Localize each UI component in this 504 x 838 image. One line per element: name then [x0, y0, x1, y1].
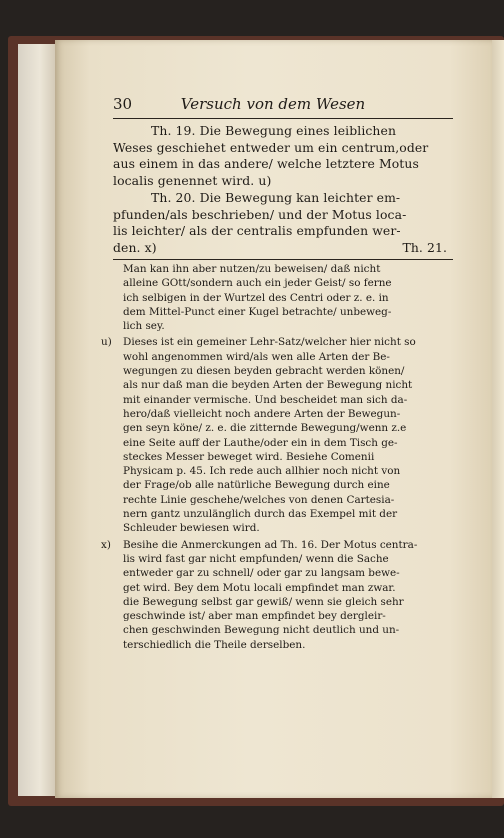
- text-line: Weses geschiehet entweder um ein centrum,oder: [113, 139, 429, 155]
- page-number: 30: [113, 95, 133, 113]
- text-line: gen seyn köne/ z. e. die zitternde Bewegung/wenn z.e: [123, 422, 407, 435]
- text-line: hero/daß vielleicht noch andere Arten der Bewegun-: [123, 407, 401, 420]
- text-line: steckes Messer beweget wird. Besiehe Comenii: [123, 450, 375, 463]
- footnote-rule: [113, 259, 453, 260]
- footnote-x: [101, 538, 453, 652]
- text-line: die Bewegung selbst gar gewiß/ wenn sie gleich sehr: [123, 595, 404, 608]
- text-line: der Frage/ob alle natürliche Bewegung durch eine: [123, 479, 390, 492]
- text-line: alleine GOtt/sondern auch ein jeder Geist/ so ferne: [123, 277, 392, 290]
- page-edges: [18, 44, 58, 796]
- section-19: [113, 123, 453, 189]
- text-line: Schleuder bewiesen wird.: [123, 522, 260, 535]
- footnote-u: [101, 335, 453, 535]
- page-text: [101, 95, 453, 652]
- text-line: ich selbigen in der Wurtzel des Centri oder z. e. in: [123, 291, 389, 304]
- text-line: get wird. Bey dem Motu locali empfindet man zwar.: [123, 581, 396, 594]
- text-line: dem Mittel-Punct einer Kugel betrachte/ unbeweg-: [123, 305, 392, 318]
- text-line: lich sey.: [123, 320, 165, 333]
- catchword: Th. 21.: [402, 239, 447, 255]
- text-line: lis leichter/ als der centralis empfunden wer-: [113, 223, 401, 238]
- running-head: [113, 95, 453, 119]
- text-line: chen geschwinden Bewegung nicht deutlich und un-: [123, 624, 400, 637]
- running-title: Versuch von dem Wesen: [180, 95, 366, 113]
- text-line: Dieses ist ein gemeiner Lehr-Satz/welcher hier nicht so: [123, 336, 416, 349]
- text-line: eine Seite auff der Lauthe/oder ein in dem Tisch ge-: [123, 436, 398, 449]
- text-line: terschiedlich die Theile derselben.: [123, 638, 306, 651]
- text-line: entweder gar zu schnell/ oder gar zu langsam bewe-: [123, 567, 400, 580]
- footnote-continuation: [113, 262, 453, 333]
- text-line: wohl angenommen wird/als wen alle Arten der Be-: [123, 350, 390, 363]
- footnote-marker: x): [101, 538, 111, 551]
- text-line: Besihe die Anmerckungen ad Th. 16. Der Motus centra-: [123, 538, 418, 551]
- text-line-with-catchword: [113, 240, 453, 257]
- footnotes: [101, 262, 453, 652]
- section-20: [113, 190, 453, 256]
- text-line: aus einem in das andere/ welche letztere Motus: [113, 156, 419, 171]
- text-line: rechte Linie geschehe/welches von denen Cartesia-: [123, 493, 395, 506]
- text-line: wegungen zu diesen beyden gebracht werden könen/: [123, 365, 405, 378]
- text-line: den. x): [113, 239, 157, 255]
- text-line: Man kan ihn aber nutzen/zu beweisen/ daß nicht: [123, 263, 381, 275]
- text-line: als nur daß man die beyden Arten der Bewegung nicht: [123, 379, 413, 392]
- text-line: Physicam p. 45. Ich rede auch allhier noch nicht von: [123, 465, 401, 478]
- text-line: pfunden/als beschrieben/ und der Motus loca-: [113, 206, 407, 222]
- text-line: Th. 20. Die Bewegung kan leichter em-: [151, 190, 401, 205]
- text-line: nern gantz unzulänglich durch das Exempel mit der: [123, 508, 398, 521]
- text-line: lis wird fast gar nicht empfunden/ wenn die Sache: [123, 552, 389, 565]
- text-line: mit einander vermische. Und bescheidet man sich da-: [123, 393, 408, 406]
- text-line: localis genennet wird. u): [113, 172, 272, 188]
- text-line: geschwinde ist/ aber man empfindet bey dergleir-: [123, 610, 386, 623]
- text-line: Th. 19. Die Bewegung eines leiblichen: [151, 123, 397, 138]
- footnote-marker: u): [101, 336, 112, 349]
- facing-page-edge: [492, 40, 504, 798]
